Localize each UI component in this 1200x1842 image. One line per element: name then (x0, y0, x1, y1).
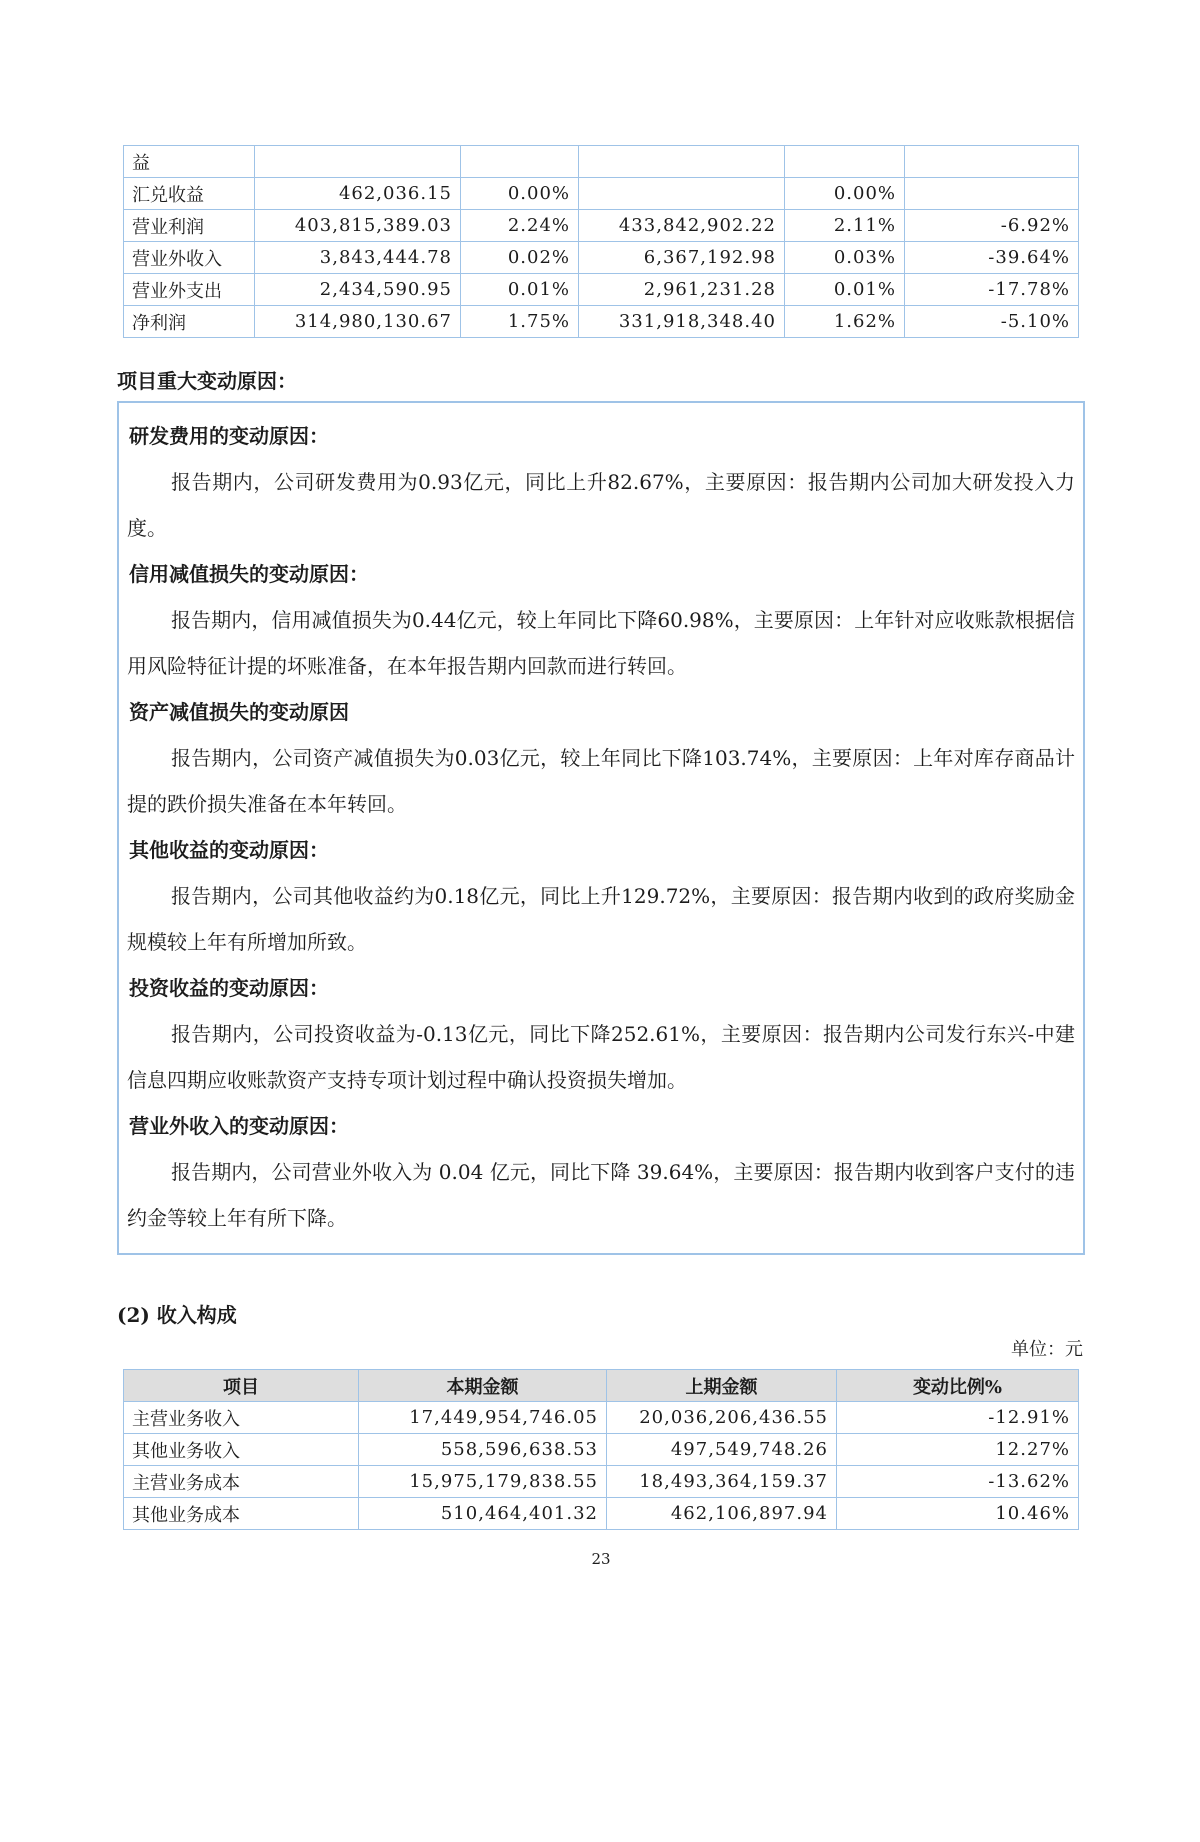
table-cell: 433,842,902.22 (579, 210, 785, 242)
table-cell: 12.27% (837, 1434, 1079, 1466)
table-cell: 营业利润 (124, 210, 255, 242)
table-row (124, 210, 1079, 242)
table-cell: 2,961,231.28 (579, 274, 785, 306)
table-row (124, 178, 1079, 210)
table-cell: -12.91% (837, 1402, 1079, 1434)
table-cell: 403,815,389.03 (255, 210, 461, 242)
table-cell: -5.10% (905, 306, 1079, 338)
table-cell: 0.01% (461, 274, 579, 306)
page-content (117, 145, 1085, 1568)
table-cell: 其他业务收入 (124, 1434, 359, 1466)
reason-heading: 营业外收入的变动原因： (129, 1114, 349, 1138)
table-row (124, 274, 1079, 306)
reason-paragraph: 报告期内，公司研发费用为0.93亿元，同比上升82.67%，主要原因：报告期内公司加大研发投入力度。 (127, 470, 1075, 540)
table-cell: 18,493,364,159.37 (607, 1466, 837, 1498)
reason-paragraph: 报告期内，公司投资收益为-0.13亿元，同比下降252.61%，主要原因：报告期内公司发行东兴-中建信息四期应收账款资产支持专项计划过程中确认投资损失增加。 (127, 1022, 1075, 1092)
column-header: 项目 (124, 1370, 359, 1402)
reason-heading: 研发费用的变动原因： (129, 424, 329, 448)
reasons-section-title: 项目重大变动原因： (117, 369, 297, 393)
table-cell: 20,036,206,436.55 (607, 1402, 837, 1434)
reason-heading: 信用减值损失的变动原因： (129, 562, 369, 586)
table-cell: 558,596,638.53 (359, 1434, 607, 1466)
table-cell: -6.92% (905, 210, 1079, 242)
table-row (124, 306, 1079, 338)
table-cell: 1.75% (461, 306, 579, 338)
table-cell (579, 178, 785, 210)
table-header-row (124, 1370, 1079, 1402)
table-cell: -39.64% (905, 242, 1079, 274)
income-composition-table (123, 1369, 1079, 1530)
table-cell (461, 146, 579, 178)
expense-summary-table (123, 145, 1079, 338)
table-cell: 2.11% (785, 210, 905, 242)
reason-heading: 资产减值损失的变动原因 (129, 700, 349, 724)
table-cell: 2,434,590.95 (255, 274, 461, 306)
table-cell: 营业外收入 (124, 242, 255, 274)
table-cell: 营业外支出 (124, 274, 255, 306)
table-cell: 其他业务成本 (124, 1498, 359, 1530)
table-row (124, 1434, 1079, 1466)
table-cell (255, 146, 461, 178)
table-cell: 主营业务成本 (124, 1466, 359, 1498)
reasons-box (117, 401, 1085, 1255)
reason-paragraph: 报告期内，信用减值损失为0.44亿元，较上年同比下降60.98%，主要原因：上年针对应收账款根据信用风险特征计提的坏账准备，在本年报告期内回款而进行转回。 (127, 608, 1075, 678)
table-cell (785, 146, 905, 178)
table-cell: 314,980,130.67 (255, 306, 461, 338)
table-cell: 17,449,954,746.05 (359, 1402, 607, 1434)
table-cell: 2.24% (461, 210, 579, 242)
table-cell: 15,975,179,838.55 (359, 1466, 607, 1498)
reason-paragraph: 报告期内，公司资产减值损失为0.03亿元，较上年同比下降103.74%，主要原因：上年对库存商品计提的跌价损失准备在本年转回。 (127, 746, 1075, 816)
table-cell: 0.00% (785, 178, 905, 210)
table-cell: 497,549,748.26 (607, 1434, 837, 1466)
table-cell: -13.62% (837, 1466, 1079, 1498)
reason-heading: 其他收益的变动原因： (129, 838, 329, 862)
page-number: 23 (591, 1550, 611, 1568)
table-cell: 3,843,444.78 (255, 242, 461, 274)
table-cell: -17.78% (905, 274, 1079, 306)
table-cell: 462,036.15 (255, 178, 461, 210)
table-row (124, 242, 1079, 274)
table-cell: 净利润 (124, 306, 255, 338)
reason-heading: 投资收益的变动原因： (129, 976, 329, 1000)
reason-paragraph: 报告期内，公司营业外收入为 0.04 亿元，同比下降 39.64%，主要原因：报告期内收到客户支付的违约金等较上年有所下降。 (127, 1160, 1075, 1230)
table-cell: 462,106,897.94 (607, 1498, 837, 1530)
table-cell: 10.46% (837, 1498, 1079, 1530)
document-page (0, 145, 1200, 1842)
table-row (124, 1466, 1079, 1498)
table-cell: 331,918,348.40 (579, 306, 785, 338)
table-row (124, 146, 1079, 178)
table-cell: 6,367,192.98 (579, 242, 785, 274)
table-cell (905, 178, 1079, 210)
table-cell: 益 (124, 146, 255, 178)
table-cell (905, 146, 1079, 178)
income-section-heading: (2) 收入构成 (117, 1303, 237, 1327)
table-cell: 主营业务收入 (124, 1402, 359, 1434)
table-cell: 汇兑收益 (124, 178, 255, 210)
table-cell: 510,464,401.32 (359, 1498, 607, 1530)
table-row (124, 1402, 1079, 1434)
column-header: 本期金额 (359, 1370, 607, 1402)
table-cell: 0.01% (785, 274, 905, 306)
table-cell: 1.62% (785, 306, 905, 338)
unit-label: 单位：元 (1011, 1339, 1083, 1360)
table-cell: 0.00% (461, 178, 579, 210)
column-header: 上期金额 (607, 1370, 837, 1402)
reason-paragraph: 报告期内，公司其他收益约为0.18亿元，同比上升129.72%，主要原因：报告期内收到的政府奖励金规模较上年有所增加所致。 (127, 884, 1075, 954)
table-cell (579, 146, 785, 178)
column-header: 变动比例% (837, 1370, 1079, 1402)
table-row (124, 1498, 1079, 1530)
table-cell: 0.03% (785, 242, 905, 274)
table-cell: 0.02% (461, 242, 579, 274)
